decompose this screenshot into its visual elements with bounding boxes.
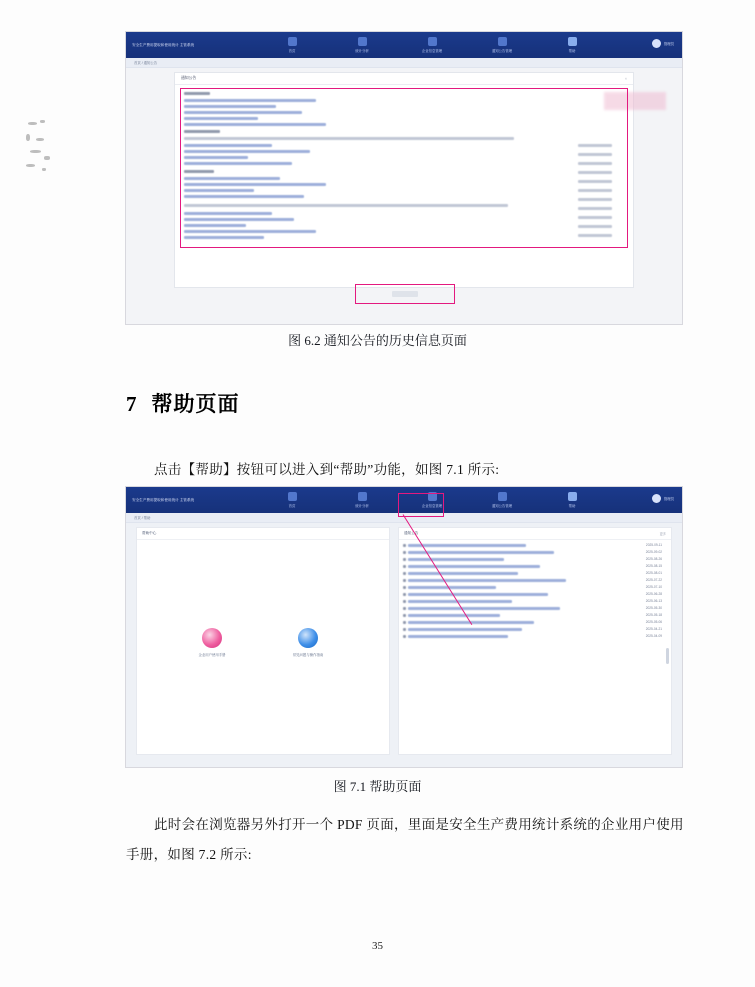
tile-label: 常见问题与操作指南 bbox=[292, 653, 324, 657]
breadcrumb: 首页 / 通知公告 bbox=[134, 61, 158, 65]
grid-icon bbox=[288, 492, 297, 501]
nav-item-home[interactable] bbox=[272, 37, 312, 53]
nav-label: 通知公告管理 bbox=[491, 49, 513, 53]
date-cell: 2025-08-15 bbox=[645, 564, 662, 568]
user-name: 管理员 bbox=[663, 42, 674, 46]
close-icon[interactable]: × bbox=[624, 76, 627, 81]
nav-label: 首页 bbox=[288, 49, 296, 53]
date-cell: 2025-09-02 bbox=[645, 550, 662, 554]
panel-header bbox=[137, 528, 389, 540]
annotation-box-button bbox=[355, 284, 455, 304]
user-menu[interactable] bbox=[652, 39, 674, 48]
avatar bbox=[652, 494, 661, 503]
breadcrumb: 首页 / 帮助 bbox=[134, 516, 151, 520]
paragraph-1: 点击【帮助】按钮可以进入到“帮助”功能，如图 7.1 所示: bbox=[154, 462, 500, 477]
user-menu[interactable] bbox=[652, 494, 674, 503]
app-title: 安全生产费用提取和使用统计 主管系统 bbox=[132, 497, 195, 502]
nav-label: 首页 bbox=[288, 504, 296, 508]
page-number: 35 bbox=[372, 940, 383, 952]
nav-item-statistics[interactable] bbox=[342, 37, 382, 53]
date-cell: 2025-06-28 bbox=[645, 592, 662, 596]
card-header bbox=[175, 73, 633, 85]
date-cell: 2025-04-21 bbox=[645, 627, 662, 631]
help-panel bbox=[136, 527, 390, 755]
watermark bbox=[604, 92, 666, 110]
date-cell: 2025-08-01 bbox=[645, 571, 662, 575]
nav-item-announcement[interactable] bbox=[482, 37, 522, 53]
nav-item-help[interactable] bbox=[552, 492, 592, 508]
breadcrumb-bar bbox=[126, 58, 682, 68]
nav-label: 企业信息管理 bbox=[421, 49, 443, 53]
panel-header bbox=[399, 528, 671, 540]
bell-icon bbox=[498, 37, 507, 46]
chart-icon bbox=[358, 492, 367, 501]
date-cell: 2025-08-26 bbox=[645, 557, 662, 561]
nav-label: 帮助 bbox=[568, 49, 576, 53]
nav-item-home[interactable] bbox=[272, 492, 312, 508]
date-cell: 2025-05-18 bbox=[645, 613, 662, 617]
figure-6-2-screenshot bbox=[126, 32, 682, 324]
date-cell: 2025-05-30 bbox=[645, 606, 662, 610]
app-header-bar bbox=[126, 32, 682, 58]
nav-item-announcement[interactable] bbox=[482, 492, 522, 508]
more-link[interactable]: 更多 bbox=[659, 532, 666, 536]
date-cell: 2025-04-09 bbox=[645, 634, 662, 638]
heading-text: 帮助页面 bbox=[151, 392, 240, 416]
building-icon bbox=[428, 37, 437, 46]
nav-item-enterprise-info[interactable] bbox=[412, 37, 452, 53]
app-title: 安全生产费用提取和使用统计 主管系统 bbox=[132, 42, 195, 47]
panel-title: 帮助中心 bbox=[142, 531, 157, 535]
book-blue-icon bbox=[298, 628, 318, 648]
date-cell: 2025-06-13 bbox=[645, 599, 662, 603]
chart-icon bbox=[358, 37, 367, 46]
annotation-box-help-nav bbox=[398, 493, 444, 517]
figure-7-1-screenshot bbox=[126, 487, 682, 767]
figure-6-2-caption: 图 6.2 通知公告的历史信息页面 bbox=[288, 333, 467, 348]
help-icon bbox=[568, 37, 577, 46]
page-heading bbox=[126, 388, 240, 418]
tile-label: 企业用户使用手册 bbox=[198, 653, 226, 657]
date-cell: 2025-05-06 bbox=[645, 620, 662, 624]
heading-number: 7 bbox=[126, 392, 138, 416]
main-nav[interactable] bbox=[272, 37, 592, 53]
card-title: 通知公告 bbox=[181, 76, 197, 80]
help-tile-manual[interactable] bbox=[189, 628, 235, 657]
scan-artifact bbox=[24, 120, 72, 176]
nav-item-help[interactable] bbox=[552, 37, 592, 53]
nav-label: 通知公告管理 bbox=[491, 504, 513, 508]
figure-7-1-caption: 图 7.1 帮助页面 bbox=[333, 779, 422, 794]
date-cell: 2025-09-11 bbox=[645, 543, 662, 547]
bell-icon bbox=[498, 492, 507, 501]
date-cell: 2025-07-22 bbox=[645, 578, 662, 582]
book-pink-icon bbox=[202, 628, 222, 648]
user-name: 管理员 bbox=[663, 497, 674, 501]
back-button[interactable] bbox=[392, 291, 418, 297]
grid-icon bbox=[288, 37, 297, 46]
help-icon bbox=[568, 492, 577, 501]
date-cell: 2025-07-10 bbox=[645, 585, 662, 589]
nav-label: 统计分析 bbox=[355, 504, 369, 508]
paragraph-2: 此时会在浏览器另外打开一个 PDF 页面，里面是安全生产费用统计系统的企业用户使用手册，如图 7.2 所示: bbox=[126, 817, 684, 862]
scrollbar-thumb[interactable] bbox=[666, 648, 669, 664]
nav-label: 统计分析 bbox=[355, 49, 369, 53]
avatar bbox=[652, 39, 661, 48]
nav-item-statistics[interactable] bbox=[342, 492, 382, 508]
nav-label: 企业信息管理 bbox=[421, 504, 443, 508]
announcement-dates bbox=[646, 542, 662, 640]
nav-label: 帮助 bbox=[568, 504, 576, 508]
panel-title: 通知公告 bbox=[404, 531, 419, 535]
help-tile-guide[interactable] bbox=[285, 628, 331, 657]
announcement-panel bbox=[398, 527, 672, 755]
